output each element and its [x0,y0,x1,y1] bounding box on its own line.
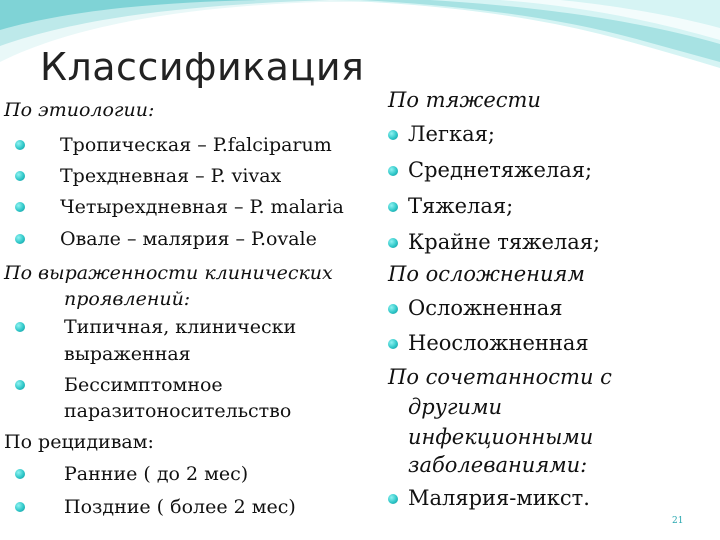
combination-header: По сочетанности с [388,365,612,389]
list-item-severity: Среднетяжелая; [408,158,593,182]
clinical-header-continued: проявлений: [64,288,191,310]
bullet-icon [388,339,398,349]
bullet-icon [388,238,398,248]
page-title: Классификация [40,45,365,89]
bullet-icon [15,234,25,244]
list-item-clinical: Бессимптомное [64,374,223,396]
list-item-combination: Малярия-микст. [408,486,590,510]
list-item-clinical-continued: паразитоносительство [64,400,292,422]
bullet-icon [388,130,398,140]
list-item-severity: Легкая; [408,122,495,146]
combination-header-line-2: другими [408,395,503,419]
clinical-header: По выраженности клинических [4,262,333,284]
list-item-severity: Крайне тяжелая; [408,230,601,254]
list-item-etiology: Трехдневная – P. vivax [60,165,282,187]
list-item-clinical: Типичная, клинически [64,316,297,338]
bullet-icon [388,202,398,212]
severity-header: По тяжести [388,88,541,112]
bullet-icon [388,166,398,176]
bullet-icon [15,469,25,479]
list-item-severity: Тяжелая; [408,194,514,218]
bullet-icon [388,304,398,314]
bullet-icon [15,171,25,181]
bullet-icon [15,140,25,150]
list-item-etiology: Овале – малярия – P.ovale [60,228,317,250]
bullet-icon [15,322,25,332]
etiology-header: По этиологии: [4,99,155,121]
bullet-icon [388,494,398,504]
list-item-relapse: Ранние ( до 2 мес) [64,463,249,485]
list-item-complications: Осложненная [408,296,563,320]
combination-header-line-3: инфекционными [408,425,594,449]
list-item-complications: Неосложненная [408,331,589,355]
bullet-icon [15,202,25,212]
relapse-header: По рецидивам: [4,431,154,453]
complications-header: По осложнениям [388,262,585,286]
list-item-relapse: Поздние ( более 2 мес) [64,496,296,518]
combination-header-line-4: заболеваниями: [408,453,588,477]
list-item-etiology: Четырехдневная – P. malaria [60,196,344,218]
list-item-clinical-continued: выраженная [64,343,191,365]
page-number: 21 [672,516,684,526]
bullet-icon [15,502,25,512]
right-column [380,0,720,540]
list-item-etiology: Тропическая – P.falciparum [60,134,332,156]
bullet-icon [15,380,25,390]
